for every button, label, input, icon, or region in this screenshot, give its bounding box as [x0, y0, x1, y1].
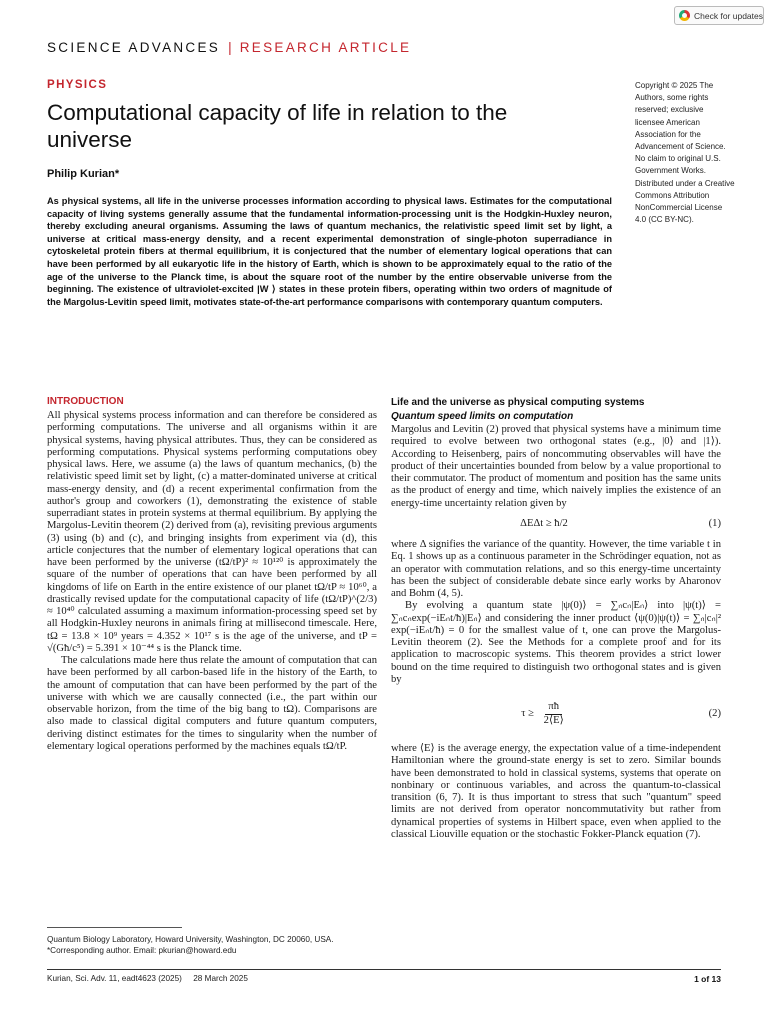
article-title: Computational capacity of life in relation to the universe	[47, 100, 508, 152]
article-type: RESEARCH ARTICLE	[239, 40, 412, 55]
intro-paragraph-1: All physical systems process information and can therefore be considered as performing computations. The universe and all organisms within it are physical systems, having physical attributes. Thus, they can be considered as performing computations. Physical systems performing computations obey physical laws. Here, we assume (a) the laws of quantum mechanics, (b) the relativistic speed limit set by light, (c) a matter-dominated universe at critical mass-energy density, and (d) a recent experimental confirmation from the author's group and coworkers (1), demonstrating the existence of stable superradiant states in protein systems at thermal equilibrium. By applying the Margolus-Levitin theorem (2) derived from (a), revisiting previous arguments (3) using (b) and (c), and bringing insights from experiment via (d), this article conjectures that the number of elementary logical operations that can have been performed by the universe (tΩ/tP)² ≈ 10¹²⁰ is approximately the square of the number of operations that can have been performed by all kingdoms of life on Earth in the entire existence of our planet tΩ/tP ≈ 10⁶⁰, a drastically revised update for the computational capacity of life (tΩ/tP)^(2/3) ≈ 10⁴⁰ calculated assuming a maximum information-processing speed set by all Hodgkin-Huxley neurons in animals firing at millisecond timescale. Here, tΩ = 13.8 × 10⁹ years = 4.352 × 10¹⁷ s is the age of the universe, and tP = √(Għ/c⁵) = 5.391 × 10⁻⁴⁴ s is the Planck time.	[47, 410, 377, 654]
equation-2-number: (2)	[708, 707, 721, 719]
equation-1-number: (1)	[708, 517, 721, 529]
section-heading: Life and the universe as physical computing systems	[391, 397, 645, 408]
intro-paragraph-2: The calculations made here thus relate the amount of computation that can have been performed by all carbon-based life in the history of the Earth, to the amount of computation that can have been performed by the part of the universe with which we are causally connected (i.e., the part within our observable horizon, from the time of the big bang to tΩ). Comparisons are also made to classical digital computers and future quantum computers, deriving distinct estimates for the times to singularity when the number of elementary logical operations performed by the machines equals tΩ/tP.	[47, 655, 377, 752]
abstract: As physical systems, all life in the universe processes information according to physical laws. Estimates for the computational capacity of living systems generally assume that the fundamental information-processing unit is the Hodgkin-Huxley neuron, thereby excluding aneural organisms. Assuming the laws of quantum mechanics, the relativistic speed limit set by light, a universe at critical mass-energy density, and a recent experimental demonstration of single-photon superradiance in cytoskeletal protein fibers at thermal equilibrium, it is conjectured that the number of elementary logical operations that can have been performed by all eukaryotic life in the history of Earth, which is shown to be approximately equal to the ratio of the age of the universe to the Planck time, is about the square root of the number by the entire observable universe from the beginning. The existence of ultraviolet-excited |W ⟩ states in these protein fibers, operating within two orders of magnitude of the Margolus-Levitin speed limit, motivates state-of-the-art performance comparisons with contemporary quantum computers.	[47, 196, 612, 307]
page-number: 1 of 13	[694, 974, 721, 984]
check-for-updates-button[interactable]	[674, 6, 764, 25]
section-paragraph-3: By evolving a quantum state |ψ(0)⟩ = ∑ₙcₙ|Eₙ⟩ into |ψ(t)⟩ = ∑ₙcₙexp(−iEₙt/ħ)|Eₙ⟩ and considering the inner product ⟨ψ(0)|ψ(t)⟩ = ∑ₙ|cₙ|² exp(−iEₙt/ħ) = 0 for the smallest value of t, one can prove the Margolus-Levitin theorem (2). See the Methods for a complete proof and for its application to macroscopic systems. This theorem provides a strict lower bound on the time required to distinguish two orthogonal states and is given by	[391, 600, 721, 685]
affiliation: Quantum Biology Laboratory, Howard University, Washington, DC 20060, USA.	[47, 935, 334, 944]
right-column	[391, 396, 721, 841]
equation-2-expression	[391, 701, 697, 727]
check-updates-label: Check for updates	[694, 10, 763, 21]
subsection-heading: Quantum speed limits on computation	[391, 411, 574, 422]
left-column	[47, 396, 377, 753]
journal-header	[47, 40, 411, 55]
section-paragraph-4: where ⟨E⟩ is the average energy, the expectation value of a time-independent Hamiltonian where the ground-state energy is set to zero. Similar bounds have been demonstrated to hold in classical systems, systems that operate on nonbinary or continuous variables, and across the quantum-to-classical transition (6, 7). It is thus important to stress that such "quantum" speed limits are not derived from operator noncommutativity but rather from dynamical properties of systems in Hilbert space, even when applied to the classical Liouville equation or the stochastic Fokker-Planck equation (7).	[391, 743, 721, 840]
equation-2-numerator: πħ	[545, 701, 562, 714]
equation-2	[391, 694, 721, 734]
corresponding-author: *Corresponding author. Email: pkurian@howard.edu	[47, 946, 237, 955]
equation-1	[391, 518, 721, 530]
crossmark-icon	[679, 10, 690, 21]
equation-1-expression: ΔEΔt ≥ ħ/2	[520, 517, 568, 529]
copyright-notice: Copyright © 2025 The Authors, some rights reserved; exclusive licensee American Association for the Advancement of Science. No claim to original U.S. Government Works. Distributed under a Creative Commons Attribution NonCommercial License 4.0 (CC BY-NC).	[635, 81, 735, 225]
footer-citation: Kurian, Sci. Adv. 11, eadt4623 (2025) 28 March 2025	[47, 974, 248, 983]
introduction-heading: INTRODUCTION	[47, 396, 124, 407]
footnote	[47, 934, 377, 956]
equation-2-fraction	[541, 701, 567, 727]
equation-2-lhs: τ ≥	[521, 708, 535, 720]
header-separator: |	[228, 40, 232, 55]
footnote-divider	[47, 927, 182, 928]
author-name: Philip Kurian*	[47, 168, 120, 180]
footer-divider	[47, 969, 721, 970]
section-paragraph-2: where Δ signifies the variance of the quantity. However, the time variable t in Eq. 1 shows up as a continuous parameter in the Schrödinger equation, not as an operator with commutation relations, and so this energy-time uncertainty has been the subject of considerable debate since early works by Aharonov and Bohm (4, 5).	[391, 539, 721, 599]
journal-name: SCIENCE ADVANCES	[47, 40, 221, 55]
subject-label: PHYSICS	[47, 79, 108, 91]
equation-2-denominator: 2⟨E⟩	[543, 714, 564, 726]
section-paragraph-1: Margolus and Levitin (2) proved that physical systems have a minimum time required to evolve between two orthogonal states (e.g., |0⟩ and |1⟩). According to Heisenberg, pairs of noncommuting observables will have the product of their uncertainties bounded from below by a value proportional to their commutator. The product of momentum and position has the same units as the product of energy and time, which naively implies the existence of an energy-time uncertainty relation given by	[391, 424, 721, 509]
